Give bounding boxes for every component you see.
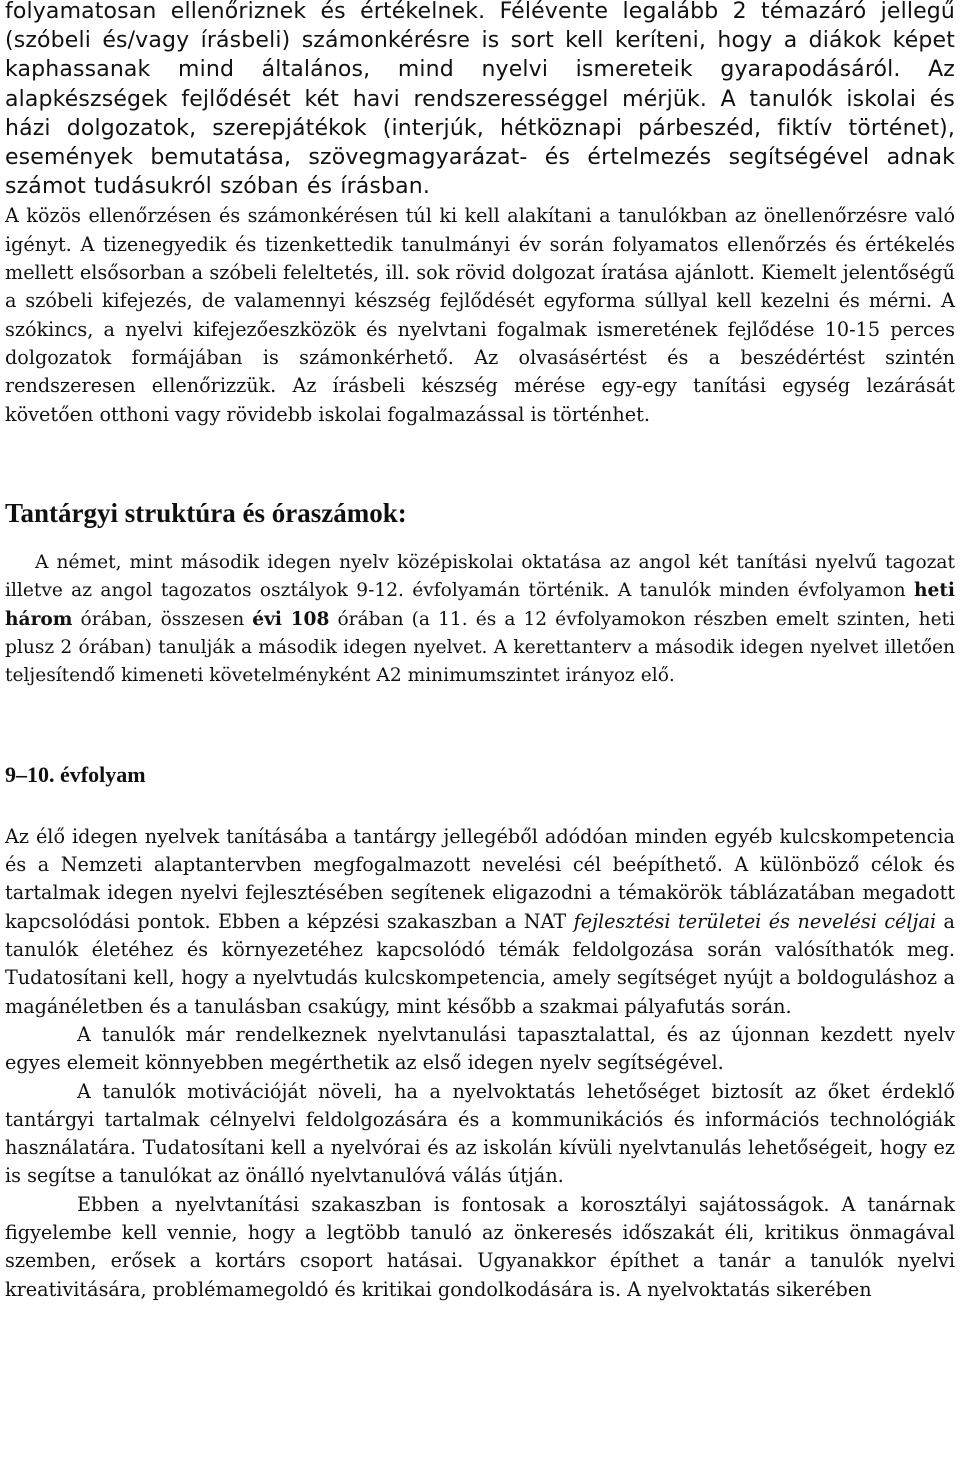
highlight-weekly-hours: heti három bbox=[5, 580, 955, 630]
highlight-yearly-hours: évi 108 bbox=[252, 608, 330, 630]
paragraph-assessment-details: A közös ellenőrzésen és számonkérésen túl ki kell alakítani a tanulókban az önellenőrzésre való igényt. A tizenegyedik és tizenkettedik tanulmányi év során folyamatos ellenőrzés és értékelés mellett elsősorban a szóbeli feleltetés, ill. sok rövid dolgozat íratása ajánlott. Kiemelt jelentőségű a szóbeli kifejezés, de valamennyi készség fejlődését egyforma súllyal kell kezelni és mérni. A szókincs, a nyelvi kifejezőeszközök és nyelvtani fogalmak ismeretének fejlődése 10-15 perces dolgozatok formájában is számonkérhető. Az olvasásértést és a beszédértést szintén rendszeresen ellenőrizzük. Az írásbeli készség mérése egy-egy tanítási egység lezárását követően otthoni vagy rövidebb iskolai fogalmazással is történhet. bbox=[5, 204, 955, 426]
paragraph-grade-experience: A tanulók már rendelkeznek nyelvtanulási tapasztalattal, és az újonnan kezdett nyelv egyes elemeit könnyebben megérthetik az első idegen nyelv segítségével. bbox=[5, 1022, 955, 1075]
heading-subject-structure: Tantárgyi struktúra és óraszámok: bbox=[5, 497, 407, 528]
document-page bbox=[5, 0, 955, 1304]
paragraph-grade-age-features: Ebben a nyelvtanítási szakaszban is fontosak a korosztályi sajátosságok. A tanárnak figyelembe kell vennie, hogy a legtöbb tanuló az önkeresés időszakát éli, kritikus önmagával szemben, erősek a kortárs csoport hatásai. Ugyanakkor építhet a tanár a tanulók nyelvi kreativitására, problémamegoldó és kritikai gondolkodására is. A nyelvoktatás sikerében bbox=[5, 1192, 955, 1301]
italic-nat-goals: fejlesztési területei és nevelési céljai bbox=[573, 909, 937, 933]
paragraph-grade-competences: Az élő idegen nyelvek tanításába a tantárgy jellegéből adódóan minden egyéb kulcskompetencia és a Nemzeti alaptantervben megfogalmazott nevelési cél beépíthető. A különböző célok és tartalmak idegen nyelvi fejlesztésében segítenek eligazodni a témakörök táblázatában megadott kapcsolódási pontok. Ebben a képzési szakaszban a NAT fejlesztési területei és nevelési céljai a tanulók életéhez és környezetéhez kapcsolódó témák feldolgozása során valósíthatók meg. Tudatosítani kell, hogy a nyelvtudás kulcskompetencia, amely segítséget nyújt a boldoguláshoz a magánéletben és a tanulásban csakúgy, mint később a szakmai pályafutás során. bbox=[5, 824, 955, 1018]
paragraph-grade-motivation: A tanulók motivációját növeli, ha a nyelvoktatás lehetőséget biztosít az őket érdeklő tantárgyi tartalmak célnyelvi feldolgozására és a kommunikációs és információs technológiák használatára. Tudatosítani kell a nyelvórai és az iskolán kívüli nyelvtanulás lehetőségeit, hogy ez is segítse a tanulókat az önálló nyelvtanulóvá válás útján. bbox=[5, 1079, 955, 1188]
paragraph-assessment-intro: folyamatosan ellenőriznek és értékelnek. Félévente legalább 2 témazáró jellegű (szóbeli és/vagy írásbeli) számonkérésre is sort kell keríteni, hogy a diákok képet kaphassanak mind általános, mind nyelvi ismereteik gyarapodásáról. Az alapkészségek fejlődését két havi rendszerességgel mérjük. A tanulók iskolai és házi dolgozatok, szerepjátékok (interjúk, hétköznapi párbeszéd, fiktív történet), események bemutatása, szövegmagyarázat- és értelmezés segítségével adnak számot tudásukról szóban és írásban. bbox=[5, 0, 955, 200]
heading-grade-9-10: 9–10. évfolyam bbox=[5, 761, 146, 787]
paragraph-subject-structure: A német, mint második idegen nyelv középiskolai oktatása az angol két tanítási nyelvű tagozat illetve az angol tagozatos osztályok 9-12. évfolyamán történik. A tanulók minden évfolyamon heti három órában, összesen évi 108 órában (a 11. és a 12 évfolyamokon részben emelt szinten, heti plusz 2 órában) tanulják a második idegen nyelvet. A kerettanterv a második idegen nyelvet illetően teljesítendő kimeneti követelményként A2 minimumszintet irányoz elő. bbox=[5, 551, 956, 687]
